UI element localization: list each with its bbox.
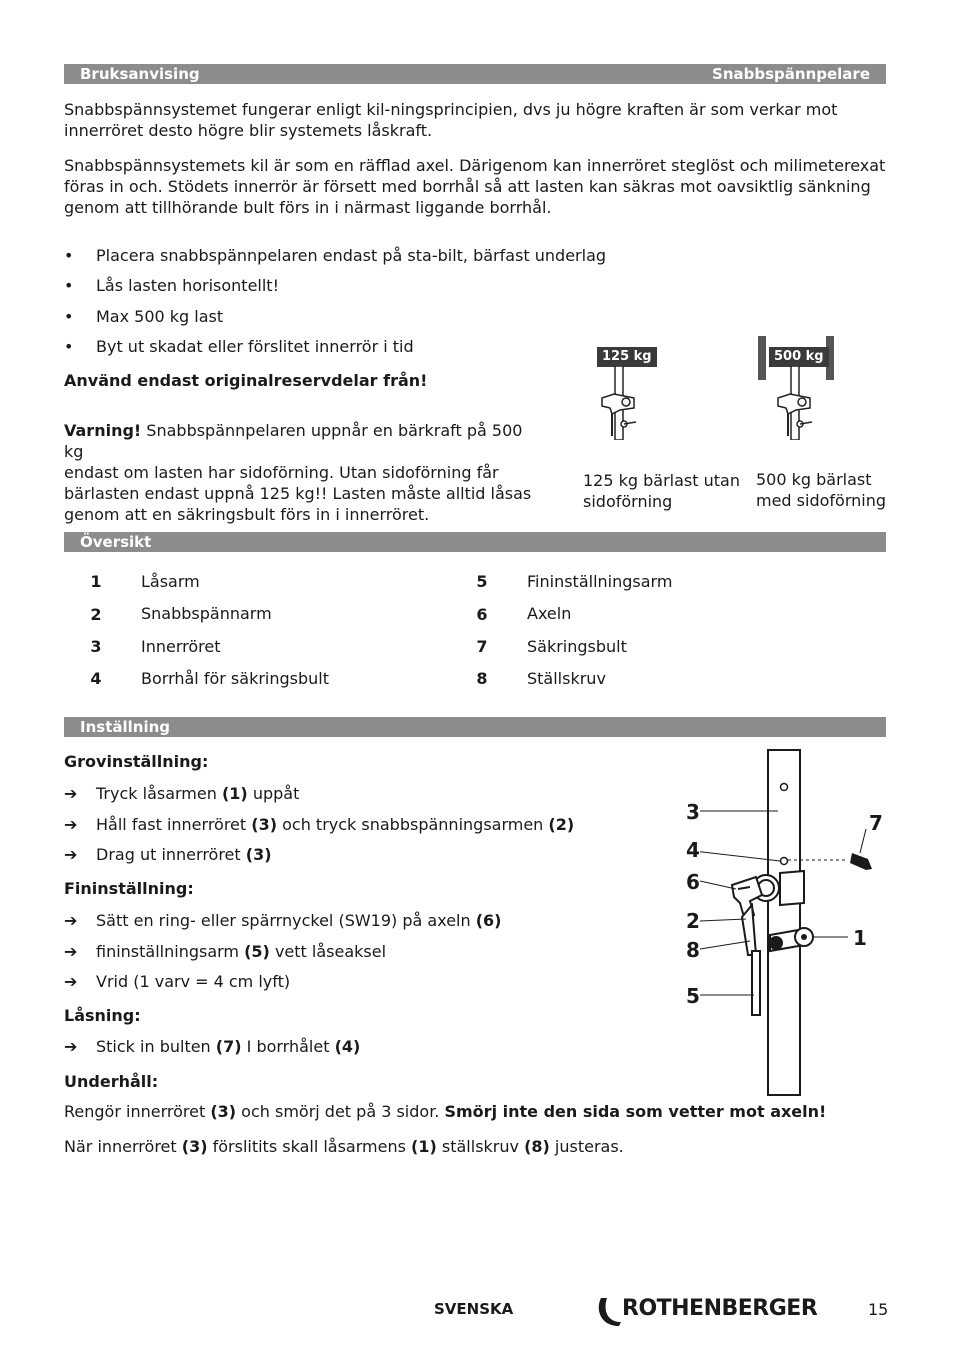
step-text: Håll fast innerröret <box>96 815 252 834</box>
step-text: Sätt en ring- eller spärrnyckel (SW19) på axeln <box>96 911 476 930</box>
section-bar-settings <box>64 717 886 737</box>
section-bar-overview <box>64 532 886 552</box>
warning-text: Snabbspännpelaren uppnår en bärkraft på 500 kg <box>64 421 523 461</box>
ref: (1) <box>411 1137 437 1156</box>
header-left: Bruksanvising <box>80 65 200 83</box>
overview-number: 4 <box>90 669 102 688</box>
step-ref: (3) <box>245 845 272 864</box>
overview-label: Fininställningsarm <box>527 572 673 591</box>
side-guide-left <box>758 336 766 380</box>
overview-number: 8 <box>476 669 488 688</box>
overview-label: Ställskruv <box>527 669 606 688</box>
step-text: Tryck låsarmen <box>96 784 222 803</box>
overview-number: 1 <box>90 572 102 591</box>
section-title: Översikt <box>80 533 152 551</box>
brand-swoosh-icon <box>597 1296 623 1330</box>
bullet-dot: • <box>64 246 74 265</box>
figure-caption-500 <box>756 469 886 511</box>
callout-8: 8 <box>686 938 700 962</box>
maintenance-text-1 <box>64 1102 826 1121</box>
callout-1: 1 <box>853 926 867 950</box>
bullet-text: Max 500 kg last <box>96 307 224 326</box>
text: och smörj det på 3 sidor. <box>236 1102 445 1121</box>
step-text: Vrid (1 varv = 4 cm lyft) <box>96 972 291 991</box>
load-badge-500: 500 kg <box>769 347 829 367</box>
step-text: Drag ut innerröret <box>96 845 246 864</box>
intro-paragraph-2: Snabbspännsystemets kil är som en räfflad axel. Därigenom kan innerröret steglöst och milimeterexat föras in och. Stödets innerrör är försett med borrhål så att lasten kan säkras mot oavsiktlig sänkning genom att tillhörande bult förs in i närmast liggande borrhål. <box>64 156 886 217</box>
heading-las: Låsning: <box>64 1006 141 1025</box>
intro-paragraph-1: Snabbspännsystemet fungerar enligt kil-ningsprincipien, dvs ju högre kraften är som verkar mot innerröret desto högre blir systemets låskraft. <box>64 100 838 140</box>
step-text: uppåt <box>247 784 300 803</box>
ref: (8) <box>524 1137 550 1156</box>
overview-label: Innerröret <box>141 637 221 656</box>
step-ref: (1) <box>221 784 248 803</box>
bullet-text: Byt ut skadat eller förslitet innerrör i tid <box>96 337 414 356</box>
ref: (3) <box>181 1137 208 1156</box>
prop-illustration-500 <box>766 366 826 440</box>
arrow-icon: ➔ <box>64 1037 78 1056</box>
step-text: Stick in bulten <box>96 1037 216 1056</box>
step-ref: (4) <box>334 1037 361 1056</box>
text: ställskruv <box>436 1137 525 1156</box>
step-text: vett låseaksel <box>269 942 387 961</box>
prop-illustration-125 <box>590 366 650 440</box>
bullet-dot: • <box>64 337 74 356</box>
overview-label: Säkringsbult <box>527 637 627 656</box>
overview-label: Axeln <box>527 604 572 623</box>
step-text: och tryck snabbspänningsarmen <box>277 815 549 834</box>
overview-label: Borrhål för säkringsbult <box>141 669 329 688</box>
overview-number: 5 <box>476 572 488 591</box>
overview-number: 3 <box>90 637 102 656</box>
header-bar <box>64 64 886 84</box>
caption-line: sidoförning <box>583 492 673 511</box>
bullet-text: Lås lasten horisontellt! <box>96 276 279 295</box>
callout-5: 5 <box>686 984 700 1008</box>
load-badge-125: 125 kg <box>597 347 657 367</box>
text: Rengör innerröret <box>64 1102 211 1121</box>
ref: (3) <box>210 1102 237 1121</box>
overview-label: Snabbspännarm <box>141 604 272 623</box>
callout-4: 4 <box>686 838 700 862</box>
heading-underhall: Underhåll: <box>64 1072 159 1091</box>
original-parts-note: Använd endast originalreservdelar från! <box>64 371 428 390</box>
callout-7: 7 <box>869 811 883 835</box>
overview-number: 7 <box>476 637 488 656</box>
maintenance-text-2 <box>64 1137 624 1156</box>
overview-number: 2 <box>90 605 102 624</box>
arrow-icon: ➔ <box>64 815 78 834</box>
callout-2: 2 <box>686 909 700 933</box>
warning-text: bärlasten endast uppnå 125 kg!! Lasten måste alltid låsas <box>64 484 532 503</box>
caption-line: 500 kg bärlast <box>756 470 872 489</box>
step-ref: (6) <box>475 911 502 930</box>
overview-number: 6 <box>476 605 488 624</box>
brand-logo: ROTHENBERGER <box>622 1296 818 1321</box>
header-right: Snabbspännpelare <box>712 65 870 83</box>
heading-grov: Grovinställning: <box>64 752 209 771</box>
step-ref: (5) <box>244 942 270 961</box>
bullet-dot: • <box>64 276 74 295</box>
callout-3: 3 <box>686 800 700 824</box>
step-ref: (3) <box>251 815 278 834</box>
caption-line: med sidoförning <box>756 491 886 510</box>
warning-text: Smörj inte den sida som vetter mot axeln! <box>444 1102 827 1121</box>
heading-fin: Fininställning: <box>64 879 194 898</box>
prop-diagram <box>700 745 890 1100</box>
arrow-icon: ➔ <box>64 911 78 930</box>
arrow-icon: ➔ <box>64 972 78 991</box>
section-title: Inställning <box>80 718 170 736</box>
text: förslitits skall låsarmens <box>207 1137 412 1156</box>
step-text: I borrhålet <box>241 1037 335 1056</box>
caption-line: 125 kg bärlast utan <box>583 471 740 490</box>
warning-block <box>64 420 544 525</box>
warning-label: Varning! <box>64 421 142 440</box>
arrow-icon: ➔ <box>64 942 78 961</box>
warning-text: endast om lasten har sidoförning. Utan sidoförning får <box>64 463 499 482</box>
step-ref: (7) <box>215 1037 242 1056</box>
warning-text: genom att en säkringsbult förs in i innerröret. <box>64 505 430 524</box>
overview-label: Låsarm <box>141 572 200 591</box>
callout-6: 6 <box>686 870 700 894</box>
step-text: fininställningsarm <box>96 942 245 961</box>
arrow-icon: ➔ <box>64 784 78 803</box>
text: När innerröret <box>64 1137 182 1156</box>
footer-language: SVENSKA <box>434 1300 514 1318</box>
text: justeras. <box>549 1137 624 1156</box>
bullet-text: Placera snabbspännpelaren endast på sta-bilt, bärfast underlag <box>96 246 607 265</box>
step-ref: (2) <box>548 815 575 834</box>
page-number: 15 <box>868 1300 889 1319</box>
figure-caption-125 <box>583 470 740 512</box>
bullet-dot: • <box>64 307 74 326</box>
arrow-icon: ➔ <box>64 845 78 864</box>
